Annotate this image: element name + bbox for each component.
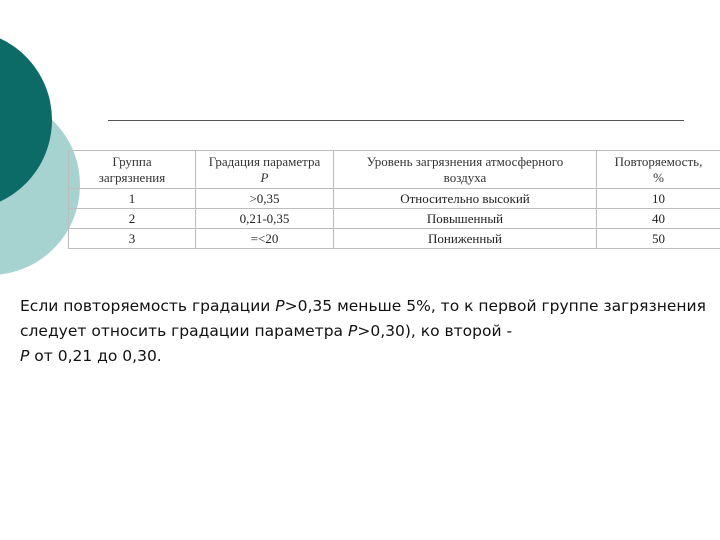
header-group-line1: Группа	[112, 153, 152, 169]
cell-gradation: 0,21-0,35	[196, 209, 334, 229]
paragraph-symbol-p: P	[20, 347, 30, 365]
header-level-line2: воздуха	[443, 169, 487, 185]
cell-repeat: 50	[597, 229, 720, 249]
paragraph-symbol-p: P	[347, 322, 358, 340]
cell-repeat: 10	[597, 189, 720, 209]
header-group-line2: загрязнения	[98, 169, 166, 185]
pollution-table	[68, 150, 720, 249]
paragraph-text-3: >0,30), ко второй -	[357, 322, 513, 340]
header-repeat	[597, 151, 720, 189]
paragraph-symbol-p: P	[275, 297, 285, 315]
paragraph-text-4: от 0,21 до 0,30.	[29, 347, 162, 365]
header-repeat-line2: %	[653, 169, 664, 185]
header-gradation	[196, 151, 334, 189]
cell-level: Относительно высокий	[334, 189, 597, 209]
cell-gradation: >0,35	[196, 189, 334, 209]
table-header-row	[69, 151, 720, 189]
cell-level: Пониженный	[334, 229, 597, 249]
paragraph-text-1: Если повторяемость градации	[20, 297, 276, 315]
cell-repeat: 40	[597, 209, 720, 229]
header-gradation-line2: P	[260, 169, 269, 185]
table-row	[69, 209, 720, 229]
cell-gradation: =<20	[196, 229, 334, 249]
table-row	[69, 189, 720, 209]
cell-group: 1	[69, 189, 196, 209]
cell-group: 3	[69, 229, 196, 249]
cell-level: Повышенный	[334, 209, 597, 229]
table-row	[69, 229, 720, 249]
table-image	[68, 150, 720, 252]
cell-group: 2	[69, 209, 196, 229]
paragraph-text-2: >0,35 меньше 5%, то к первой группе загрязнения следует относить градации параметра	[20, 297, 706, 340]
header-group	[69, 151, 196, 189]
header-level	[334, 151, 597, 189]
header-gradation-line1: Градация параметра	[208, 153, 321, 169]
body-paragraph	[20, 294, 710, 369]
header-level-line1: Уровень загрязнения атмосферного	[366, 153, 564, 169]
header-repeat-line1: Повторяемость,	[614, 153, 703, 169]
horizontal-rule	[108, 120, 684, 121]
